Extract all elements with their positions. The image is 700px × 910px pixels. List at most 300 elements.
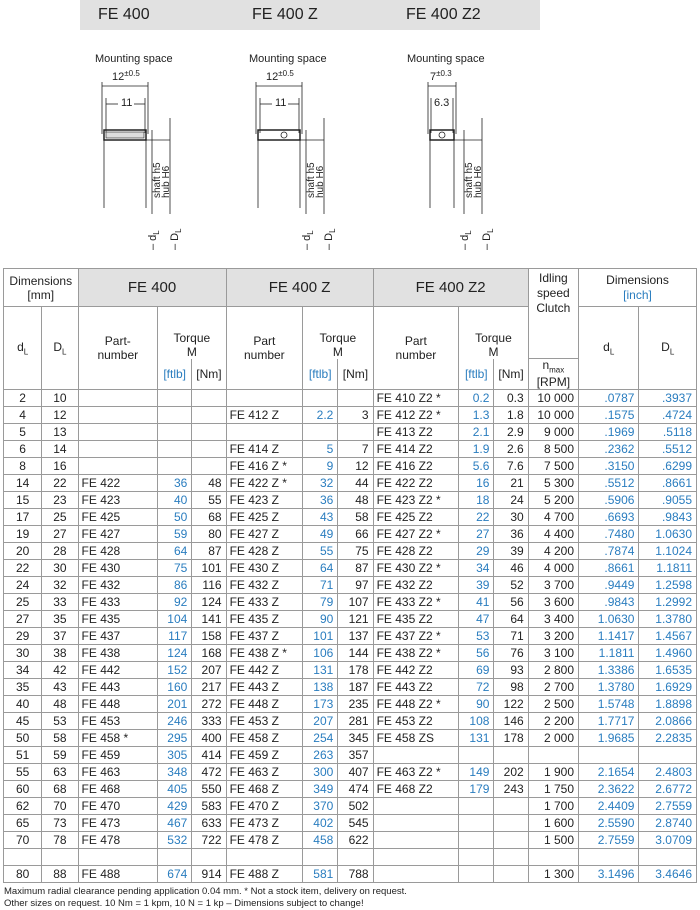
table-cell: FE 437 — [78, 628, 158, 645]
table-row — [4, 611, 697, 628]
table-cell: 80 — [4, 866, 42, 883]
table-cell: FE 428 Z — [226, 543, 303, 560]
outer-dimension: $12^{\pm 0.5}$ — [266, 69, 294, 83]
fe400-torque-header: Torque M — [158, 307, 226, 359]
table-cell: 64 — [303, 560, 338, 577]
table-cell: 467 — [158, 815, 192, 832]
table-cell: 55 — [303, 543, 338, 560]
table-cell: FE 442 Z — [226, 662, 303, 679]
table-cell: 1.8 — [494, 407, 528, 424]
table-row — [4, 815, 697, 832]
table-cell: 44 — [338, 475, 373, 492]
table-cell — [373, 866, 459, 883]
table-cell: 63 — [42, 764, 78, 781]
table-cell: FE 448 Z2 * — [373, 696, 459, 713]
table-row — [4, 509, 697, 526]
table-cell: 25 — [42, 509, 78, 526]
series-fe400z2-title: FE 400 Z2 — [406, 6, 481, 23]
table-cell: 12 — [42, 407, 78, 424]
table-cell: 141 — [192, 611, 226, 628]
table-cell: FE 423 Z2 * — [373, 492, 459, 509]
table-cell: 429 — [158, 798, 192, 815]
table-cell: 3.0709 — [639, 832, 697, 849]
table-cell: FE 473 Z — [226, 815, 303, 832]
table-cell: 16 — [459, 475, 494, 492]
hub-label: hub H6 — [161, 165, 172, 198]
fe400z-header: FE 400 Z — [226, 269, 373, 307]
table-row — [4, 390, 697, 407]
table-cell: FE 422 Z * — [226, 475, 303, 492]
table-cell: 66 — [338, 526, 373, 543]
table-cell: 1.4567 — [639, 628, 697, 645]
dl-inch-header: $d_L$ — [579, 307, 639, 390]
table-cell: .9843 — [639, 509, 697, 526]
table-cell: 158 — [192, 628, 226, 645]
table-cell: 22 — [4, 560, 42, 577]
table-cell — [528, 849, 578, 866]
table-cell: 2.8740 — [639, 815, 697, 832]
table-cell: FE 443 — [78, 679, 158, 696]
table-cell: FE 410 Z2 * — [373, 390, 459, 407]
table-cell — [303, 390, 338, 407]
table-cell: 5 300 — [528, 475, 578, 492]
fe400z2-ftlb-header: [ftlb] — [459, 359, 494, 390]
table-cell — [459, 849, 494, 866]
table-cell: 2.9 — [494, 424, 528, 441]
table-cell: 75 — [338, 543, 373, 560]
table-cell — [338, 390, 373, 407]
table-cell: 4 400 — [528, 526, 578, 543]
fe400z2-torque-header: Torque M — [459, 307, 529, 359]
table-row — [4, 798, 697, 815]
shaft-label: shaft h5 — [464, 162, 475, 198]
mounting-diagram-fe400 — [90, 38, 190, 263]
table-cell: 69 — [459, 662, 494, 679]
table-cell: FE 427 — [78, 526, 158, 543]
table-cell: 235 — [338, 696, 373, 713]
table-cell: 50 — [158, 509, 192, 526]
table-cell: 18 — [459, 492, 494, 509]
table-cell: FE 412 Z — [226, 407, 303, 424]
table-cell: 349 — [303, 781, 338, 798]
table-cell — [303, 424, 338, 441]
table-cell: 2 700 — [528, 679, 578, 696]
table-cell: .3937 — [639, 390, 697, 407]
table-cell: 43 — [42, 679, 78, 696]
table-cell: 1.3780 — [579, 679, 639, 696]
table-cell: 124 — [158, 645, 192, 662]
table-cell: 19 — [4, 526, 42, 543]
table-cell — [528, 747, 578, 764]
table-cell: FE 438 — [78, 645, 158, 662]
table-cell: 22 — [459, 509, 494, 526]
table-cell: 2.6772 — [639, 781, 697, 798]
table-cell: 5 — [303, 441, 338, 458]
table-cell: 30 — [4, 645, 42, 662]
table-cell: FE 442 Z2 — [373, 662, 459, 679]
table-cell — [373, 849, 459, 866]
table-cell — [459, 832, 494, 849]
table-cell: 217 — [192, 679, 226, 696]
table-cell: 788 — [338, 866, 373, 883]
table-cell: FE 468 Z — [226, 781, 303, 798]
table-row — [4, 543, 697, 560]
table-cell: 0.3 — [494, 390, 528, 407]
table-cell: 80 — [192, 526, 226, 543]
table-cell: 407 — [338, 764, 373, 781]
table-row — [4, 475, 697, 492]
table-cell: 1 750 — [528, 781, 578, 798]
fe400z2-header: FE 400 Z2 — [373, 269, 528, 307]
table-row — [4, 832, 697, 849]
table-cell: 65 — [4, 815, 42, 832]
table-cell: 2.3622 — [579, 781, 639, 798]
table-cell: 55 — [192, 492, 226, 509]
table-cell: 33 — [42, 594, 78, 611]
table-cell: 2 200 — [528, 713, 578, 730]
table-cell: 1.9 — [459, 441, 494, 458]
table-cell: 152 — [158, 662, 192, 679]
table-cell: 254 — [303, 730, 338, 747]
table-cell: 263 — [303, 747, 338, 764]
table-cell: 1.5748 — [579, 696, 639, 713]
table-cell: 1 500 — [528, 832, 578, 849]
table-cell: 6 — [4, 441, 42, 458]
table-cell: FE 422 Z2 — [373, 475, 459, 492]
table-cell: 1.6929 — [639, 679, 697, 696]
table-cell: .3150 — [579, 458, 639, 475]
table-cell: 1.9685 — [579, 730, 639, 747]
table-cell: 502 — [338, 798, 373, 815]
table-cell: 39 — [494, 543, 528, 560]
table-cell: FE 430 — [78, 560, 158, 577]
table-cell: 144 — [338, 645, 373, 662]
table-cell: 53 — [459, 628, 494, 645]
table-cell — [494, 815, 528, 832]
table-cell: 14 — [42, 441, 78, 458]
table-cell — [78, 390, 158, 407]
table-cell: FE 470 Z — [226, 798, 303, 815]
table-cell: 633 — [192, 815, 226, 832]
table-cell: 90 — [303, 611, 338, 628]
table-cell — [579, 747, 639, 764]
table-cell: 56 — [459, 645, 494, 662]
table-cell — [192, 424, 226, 441]
table-cell: 42 — [42, 662, 78, 679]
table-cell: 30 — [42, 560, 78, 577]
table-cell: 34 — [4, 662, 42, 679]
table-cell: .0787 — [579, 390, 639, 407]
table-cell: 27 — [42, 526, 78, 543]
series-fe400z-title: FE 400 Z — [252, 6, 318, 23]
table-cell: 2.7559 — [639, 798, 697, 815]
table-cell: FE 425 — [78, 509, 158, 526]
table-cell: 12 — [338, 458, 373, 475]
mounting-diagram-fe400z2 — [402, 38, 502, 263]
table-cell: 173 — [303, 696, 338, 713]
table-cell: 2.5590 — [579, 815, 639, 832]
table-cell: 35 — [42, 611, 78, 628]
dl-header: $d_L$ — [4, 307, 42, 390]
table-cell: 137 — [338, 628, 373, 645]
table-cell — [192, 458, 226, 475]
table-cell: 2 000 — [528, 730, 578, 747]
table-cell: 400 — [192, 730, 226, 747]
table-cell: FE 433 — [78, 594, 158, 611]
outer-dimension: $7^{\pm 0.3}$ — [430, 69, 452, 83]
table-cell: 1 700 — [528, 798, 578, 815]
table-cell: 87 — [338, 560, 373, 577]
inner-dimension: 11 — [275, 97, 287, 109]
table-cell: 23 — [42, 492, 78, 509]
table-cell: 43 — [303, 509, 338, 526]
table-cell: 86 — [158, 577, 192, 594]
table-cell: FE 412 Z2 * — [373, 407, 459, 424]
table-cell: FE 425 Z — [226, 509, 303, 526]
table-cell: 149 — [459, 764, 494, 781]
shaft-label: shaft h5 — [306, 162, 317, 198]
table-row — [4, 645, 697, 662]
table-cell — [78, 849, 158, 866]
table-cell: FE 473 — [78, 815, 158, 832]
table-cell: FE 428 — [78, 543, 158, 560]
table-cell: 333 — [192, 713, 226, 730]
table-cell: 25 — [4, 594, 42, 611]
table-cell — [192, 849, 226, 866]
table-cell: .1969 — [579, 424, 639, 441]
table-cell: 7 500 — [528, 458, 578, 475]
table-cell — [226, 424, 303, 441]
table-cell: 272 — [192, 696, 226, 713]
table-cell: 34 — [459, 560, 494, 577]
table-cell: 1.0630 — [639, 526, 697, 543]
table-cell: 178 — [494, 730, 528, 747]
table-cell — [338, 424, 373, 441]
table-cell — [78, 441, 158, 458]
table-row — [4, 458, 697, 475]
table-cell: 49 — [303, 526, 338, 543]
table-cell: 93 — [494, 662, 528, 679]
table-cell: 124 — [192, 594, 226, 611]
table-cell: 104 — [158, 611, 192, 628]
table-cell: 3 — [338, 407, 373, 424]
table-cell: 622 — [338, 832, 373, 849]
table-cell: 1.2992 — [639, 594, 697, 611]
table-cell: 1.3780 — [639, 611, 697, 628]
table-cell: 357 — [338, 747, 373, 764]
table-cell — [459, 798, 494, 815]
table-cell: FE 438 Z2 * — [373, 645, 459, 662]
table-cell: 370 — [303, 798, 338, 815]
table-cell — [192, 390, 226, 407]
table-cell: 131 — [459, 730, 494, 747]
table-cell: FE 443 Z2 — [373, 679, 459, 696]
table-cell: 60 — [4, 781, 42, 798]
table-cell: 1.3386 — [579, 662, 639, 679]
table-cell: FE 448 — [78, 696, 158, 713]
table-cell — [303, 849, 338, 866]
table-cell: 21 — [494, 475, 528, 492]
nmax-rpm-header: $n_{max}$ [RPM] — [528, 359, 578, 390]
table-cell: 2.7559 — [579, 832, 639, 849]
table-cell: FE 428 Z2 — [373, 543, 459, 560]
fe400-part-number-header: Part- number — [78, 307, 158, 390]
table-cell: 16 — [42, 458, 78, 475]
table-cell: 0.2 — [459, 390, 494, 407]
table-cell: 202 — [494, 764, 528, 781]
table-cell: 550 — [192, 781, 226, 798]
table-cell: FE 463 — [78, 764, 158, 781]
table-cell: 15 — [4, 492, 42, 509]
dl-label: – $d_L$ — [459, 230, 473, 250]
table-cell: 2.6 — [494, 441, 528, 458]
table-cell: .2362 — [579, 441, 639, 458]
table-cell: 1 600 — [528, 815, 578, 832]
table-cell: 472 — [192, 764, 226, 781]
table-row — [4, 407, 697, 424]
table-cell: FE 432 — [78, 577, 158, 594]
footnotes — [4, 886, 407, 910]
table-cell: 117 — [158, 628, 192, 645]
table-cell: 3.4646 — [639, 866, 697, 883]
table-cell: 71 — [494, 628, 528, 645]
table-cell: 414 — [192, 747, 226, 764]
table-cell — [639, 747, 697, 764]
table-cell: 1.1811 — [579, 645, 639, 662]
table-cell: 37 — [42, 628, 78, 645]
table-cell: 914 — [192, 866, 226, 883]
table-cell: 92 — [158, 594, 192, 611]
table-cell: 179 — [459, 781, 494, 798]
table-cell: 46 — [494, 560, 528, 577]
table-cell — [373, 747, 459, 764]
table-cell: .7480 — [579, 526, 639, 543]
table-cell: 305 — [158, 747, 192, 764]
DL-inch-header: $D_L$ — [639, 307, 697, 390]
table-cell: 1.7717 — [579, 713, 639, 730]
table-cell: 10 000 — [528, 390, 578, 407]
table-cell: 722 — [192, 832, 226, 849]
table-row — [4, 594, 697, 611]
table-cell: FE 463 Z — [226, 764, 303, 781]
table-cell — [192, 441, 226, 458]
table-cell: 3 200 — [528, 628, 578, 645]
table-cell: 48 — [42, 696, 78, 713]
table-cell: FE 433 Z — [226, 594, 303, 611]
table-cell: 88 — [42, 866, 78, 883]
dimensions-inch-header: Dimensions [inch] — [579, 269, 697, 307]
table-cell: FE 414 Z — [226, 441, 303, 458]
table-cell: 36 — [303, 492, 338, 509]
table-cell: 27 — [459, 526, 494, 543]
diagram-title: Mounting space — [95, 53, 173, 65]
table-cell: 2.1 — [459, 424, 494, 441]
table-cell: FE 468 Z2 — [373, 781, 459, 798]
table-cell: 98 — [494, 679, 528, 696]
table-row — [4, 730, 697, 747]
table-cell: 7 — [338, 441, 373, 458]
table-cell: 59 — [42, 747, 78, 764]
table-cell: 1.0630 — [579, 611, 639, 628]
table-cell: 4 — [4, 407, 42, 424]
table-cell: FE 423 Z — [226, 492, 303, 509]
table-cell: 300 — [303, 764, 338, 781]
table-row — [4, 764, 697, 781]
DL-label: – $D_L$ — [323, 228, 337, 250]
table-cell: 24 — [494, 492, 528, 509]
fe400z2-nm-header: [Nm] — [494, 359, 528, 390]
table-row — [4, 866, 697, 883]
table-cell: 101 — [303, 628, 338, 645]
table-cell: 78 — [42, 832, 78, 849]
table-cell: 3 400 — [528, 611, 578, 628]
table-cell: FE 423 — [78, 492, 158, 509]
table-cell: 64 — [158, 543, 192, 560]
table-cell: FE 416 Z * — [226, 458, 303, 475]
fe400z-ftlb-header: [ftlb] — [303, 359, 338, 390]
DL-label: – $D_L$ — [481, 228, 495, 250]
table-cell: 73 — [42, 815, 78, 832]
table-cell: .7874 — [579, 543, 639, 560]
table-cell: 3 600 — [528, 594, 578, 611]
table-cell: 2.1654 — [579, 764, 639, 781]
table-cell: 68 — [42, 781, 78, 798]
table-cell: FE 422 — [78, 475, 158, 492]
table-cell — [192, 407, 226, 424]
table-cell: 122 — [494, 696, 528, 713]
fe400-ftlb-header: [ftlb] — [158, 359, 192, 390]
table-cell: 38 — [42, 645, 78, 662]
table-cell: 583 — [192, 798, 226, 815]
table-cell: FE 453 — [78, 713, 158, 730]
table-cell: 40 — [4, 696, 42, 713]
table-cell — [373, 832, 459, 849]
table-cell — [158, 849, 192, 866]
diagram-title: Mounting space — [407, 53, 485, 65]
table-cell: 246 — [158, 713, 192, 730]
table-cell: 48 — [192, 475, 226, 492]
table-cell: 58 — [42, 730, 78, 747]
table-cell: 32 — [42, 577, 78, 594]
mounting-diagram-fe400z — [244, 38, 344, 263]
table-cell: FE 425 Z2 — [373, 509, 459, 526]
table-cell: 1.6535 — [639, 662, 697, 679]
table-row — [4, 662, 697, 679]
table-cell — [158, 407, 192, 424]
table-cell — [158, 458, 192, 475]
dl-label: – $d_L$ — [147, 230, 161, 250]
table-cell: FE 430 Z2 * — [373, 560, 459, 577]
table-cell: FE 468 — [78, 781, 158, 798]
table-cell: .8661 — [579, 560, 639, 577]
table-cell: FE 458 ZS — [373, 730, 459, 747]
table-cell: 545 — [338, 815, 373, 832]
table-cell: 10 000 — [528, 407, 578, 424]
table-row — [4, 628, 697, 645]
table-cell: .5906 — [579, 492, 639, 509]
table-cell: 474 — [338, 781, 373, 798]
table-cell — [373, 798, 459, 815]
table-cell: 458 — [303, 832, 338, 849]
table-cell: 101 — [192, 560, 226, 577]
table-cell: 107 — [338, 594, 373, 611]
table-cell: 70 — [42, 798, 78, 815]
table-cell: FE 458 * — [78, 730, 158, 747]
table-cell: .8661 — [639, 475, 697, 492]
table-cell: 1.3 — [459, 407, 494, 424]
table-cell — [158, 390, 192, 407]
dimensions-mm-header: Dimensions [mm] — [4, 269, 79, 307]
